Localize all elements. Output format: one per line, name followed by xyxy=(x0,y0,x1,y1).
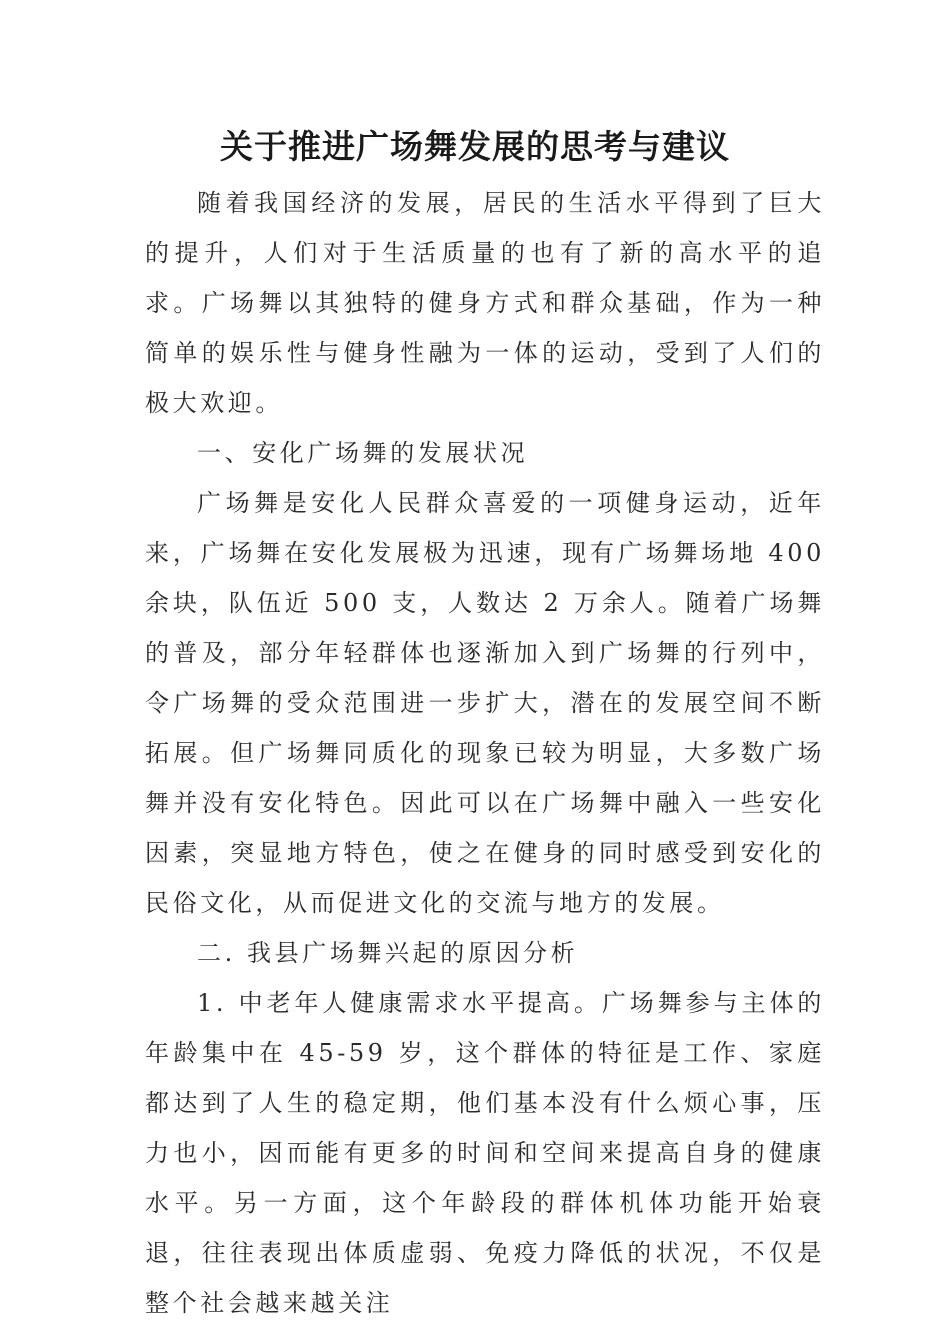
section-heading-2: 二. 我县广场舞兴起的原因分析 xyxy=(197,939,579,967)
section-2-paragraph: 1. 中老年人健康需求水平提高。广场舞参与主体的年龄集中在 45-59 岁，这个群体的特征是工作、家庭都达到了人生的稳定期，他们基本没有什么烦心事，压力也小，因而能有更多的时间和空间来提高自身的健康水平。另一方面，这个年龄段的群体机体功能开始衰退，往往表现出体质虚弱、免疫力降低的状况，不仅是整个社会越来越关注 xyxy=(145,989,825,1317)
section-1-paragraph: 广场舞是安化人民群众喜爱的一项健身运动，近年来，广场舞在安化发展极为迅速，现有广场舞场地 400 余块，队伍近 500 支，人数达 2 万余人。随着广场舞的普及，部分年轻群体也逐渐加入到广场舞的行列中，令广场舞的受众范围进一步扩大，潜在的发展空间不断拓展。但广场舞同质化的现象已较为明显，大多数广场舞并没有安化特色。因此可以在广场舞中融入一些安化因素，突显地方特色，使之在健身的同时感受到安化的民俗文化，从而促进文化的交流与地方的发展。 xyxy=(145,489,825,917)
section-heading-1: 一、安化广场舞的发展状况 xyxy=(197,439,529,467)
document-title: 关于推进广场舞发展的思考与建议 xyxy=(220,127,730,166)
intro-paragraph: 随着我国经济的发展，居民的生活水平得到了巨大的提升，人们对于生活质量的也有了新的高水平的追求。广场舞以其独特的健身方式和群众基础，作为一种简单的娱乐性与健身性融为一体的运动，受到了人们的极大欢迎。 xyxy=(145,189,825,417)
document-body xyxy=(145,178,825,1328)
